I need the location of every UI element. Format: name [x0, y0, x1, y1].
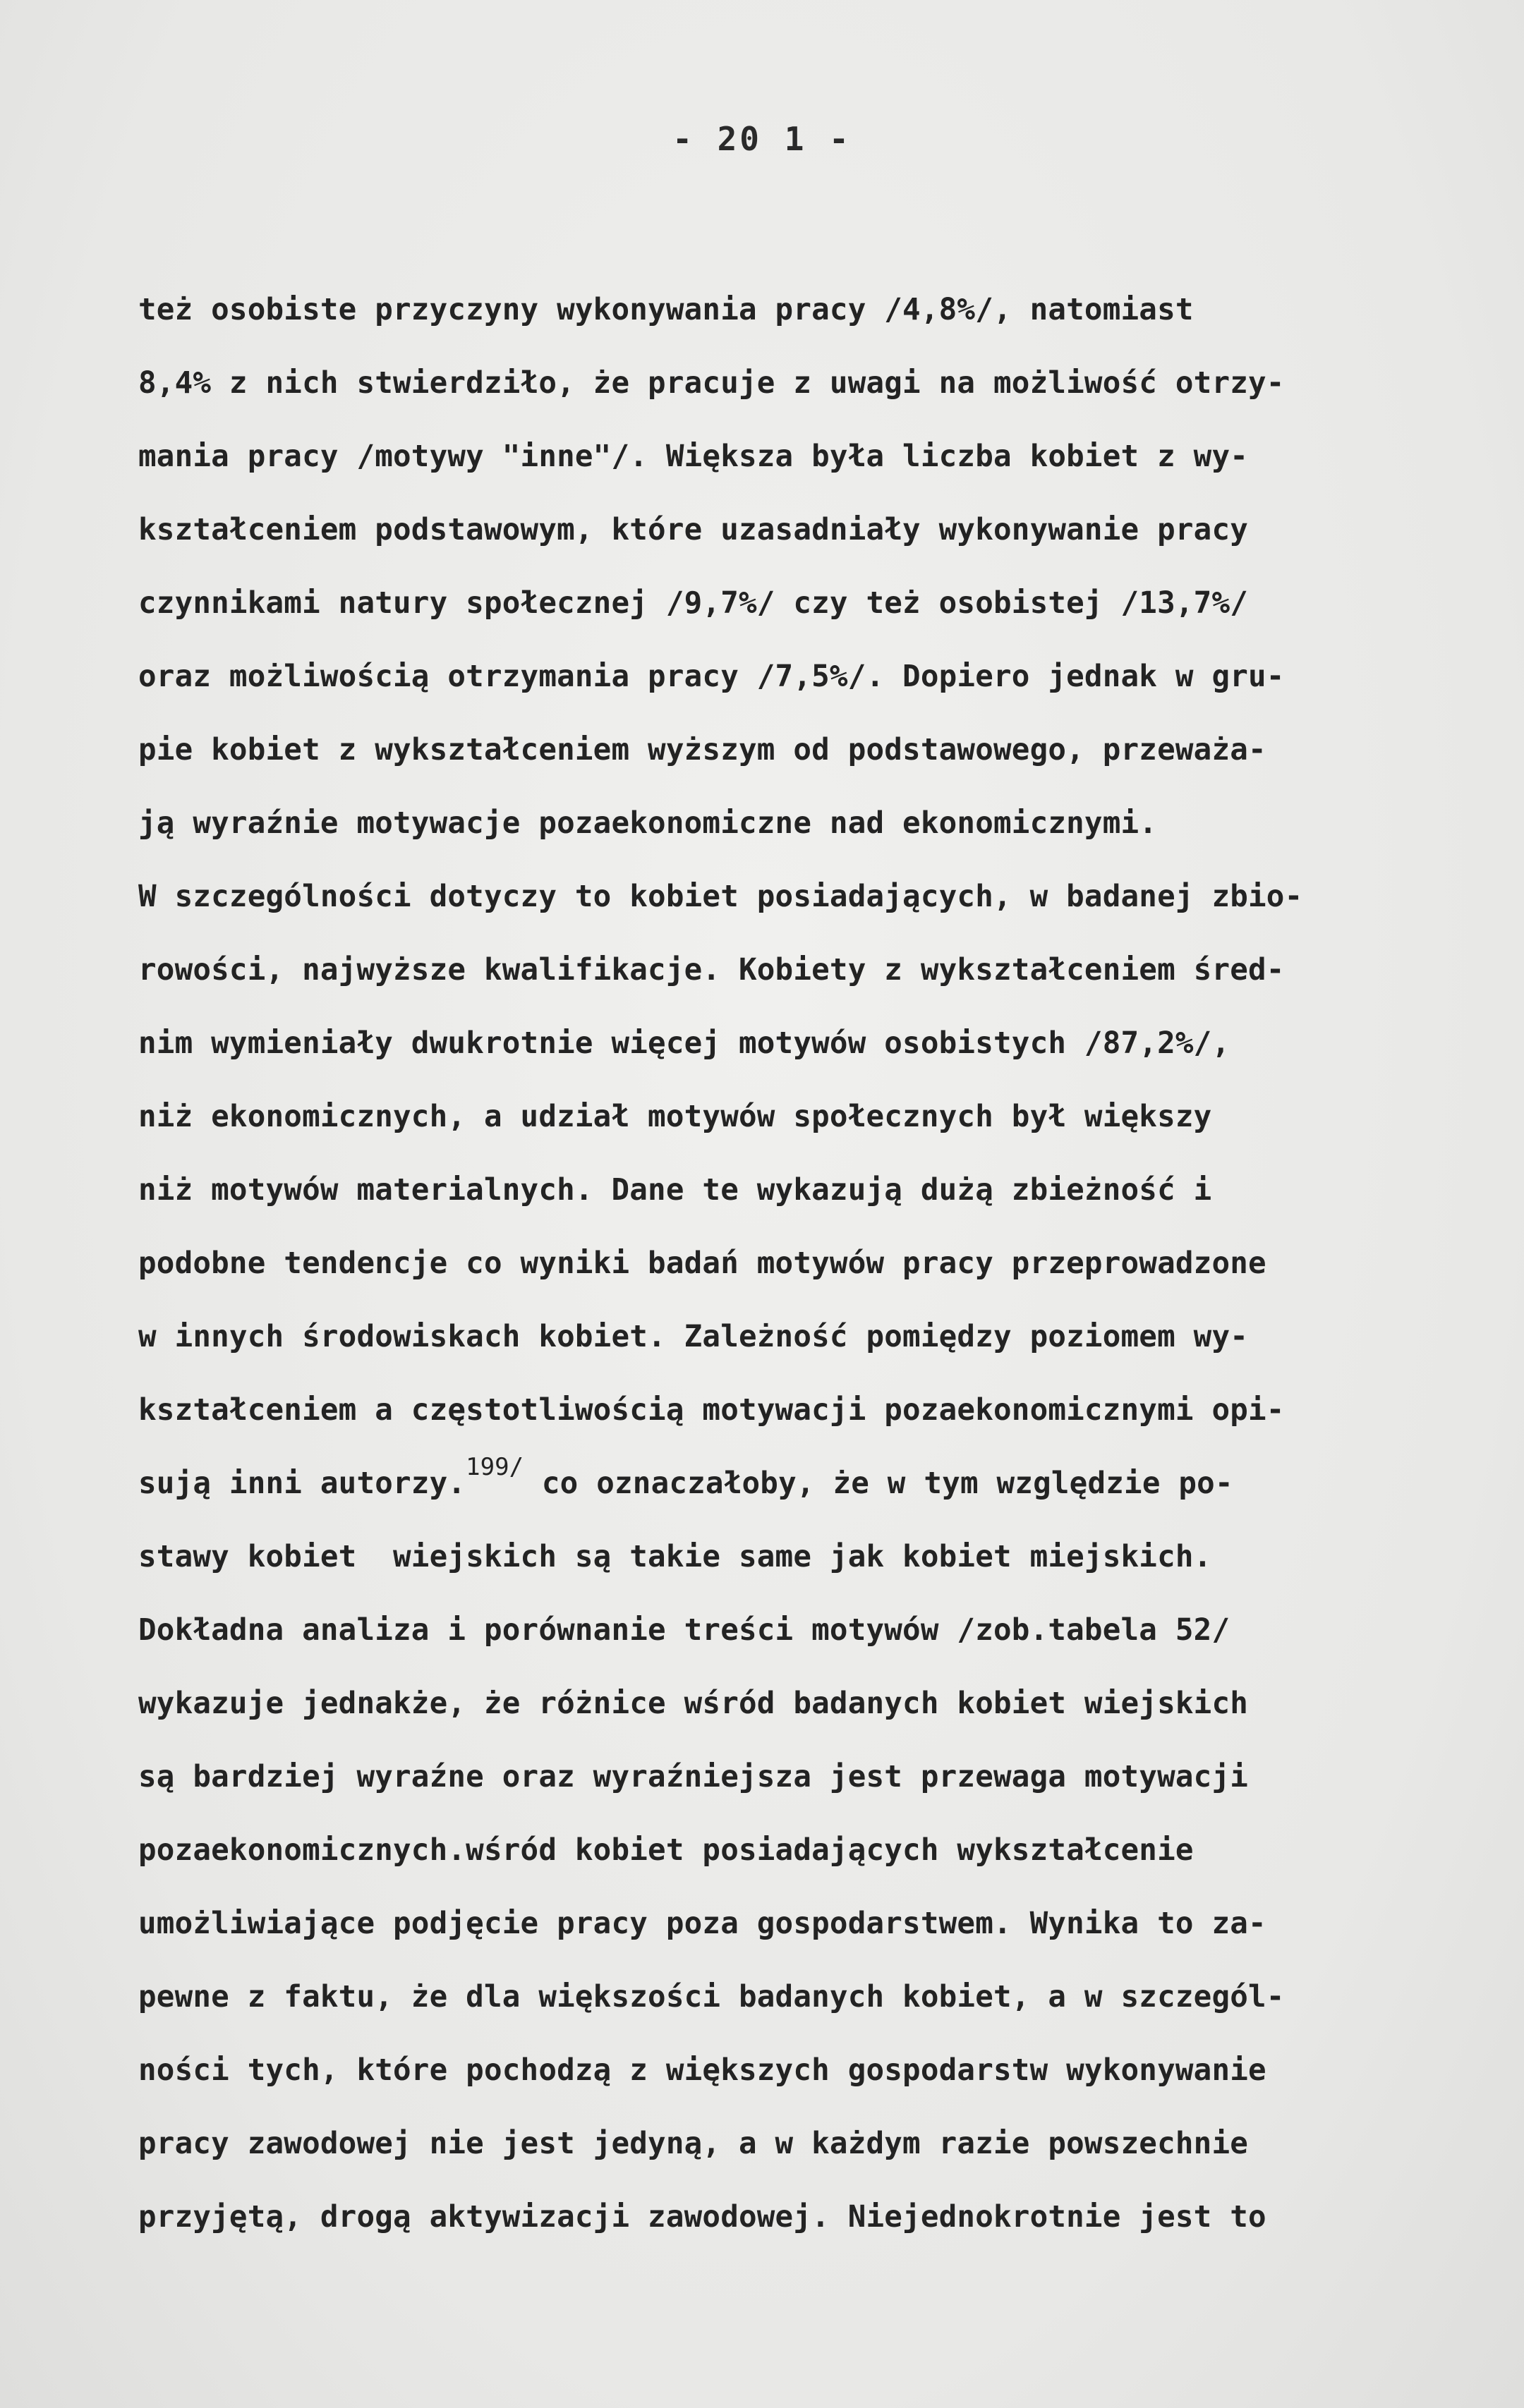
text-line: kształceniem a częstotliwością motywacji pozaekonomicznymi opi- [138, 1393, 1285, 1428]
text-line: pie kobiet z wykształceniem wyższym od podstawowego, przeważa- [138, 733, 1266, 767]
text-line: podobne tendencje co wyniki badań motywów pracy przeprowadzone [138, 1246, 1266, 1281]
page-number: - 20 1 - [672, 120, 852, 158]
text-line: rowości, najwyższe kwalifikacje. Kobiety z wykształceniem śred- [138, 953, 1285, 987]
text-line: pozaekonomicznych.wśród kobiet posiadających wykształcenie [138, 1833, 1194, 1868]
text-line: niż motywów materialnych. Dane te wykazują dużą zbieżność i [138, 1173, 1212, 1208]
text-line: ności tych, które pochodzą z większych gospodarstw wykonywanie [138, 2053, 1266, 2088]
text-line: niż ekonomicznych, a udział motywów społecznych był większy [138, 1100, 1212, 1134]
text-segment: sują inni autorzy. [138, 1466, 466, 1501]
text-line: stawy kobiet wiejskich są takie same jak kobiet miejskich. [138, 1540, 1212, 1574]
text-line: są bardziej wyraźne oraz wyraźniejsza jest przewaga motywacji [138, 1760, 1249, 1794]
text-line: w innych środowiskach kobiet. Zależność pomiędzy poziomem wy- [138, 1320, 1249, 1354]
text-line: wykazuje jednakże, że różnice wśród badanych kobiet wiejskich [138, 1686, 1249, 1721]
text-line: kształceniem podstawowym, które uzasadniały wykonywanie pracy [138, 513, 1249, 547]
text-line: 8,4% z nich stwierdziło, że pracuje z uwagi na możliwość otrzy- [138, 366, 1285, 401]
body-text [138, 274, 1479, 2254]
text-line: Dokładna analiza i porównanie treści motywów /zob.tabela 52/ [138, 1613, 1230, 1648]
text-line: też osobiste przyczyny wykonywania pracy /4,8%/, natomiast [138, 293, 1194, 327]
text-line-with-footnote [138, 1447, 1479, 1521]
text-line: przyjętą, drogą aktywizacji zawodowej. Niejednokrotnie jest to [138, 2200, 1266, 2234]
text-line: czynnikami natury społecznej /9,7%/ czy też osobistej /13,7%/ [138, 586, 1249, 621]
text-line: mania pracy /motywy "inne"/. Większa była liczba kobiet z wy- [138, 439, 1249, 474]
text-line: ją wyraźnie motywacje pozaekonomiczne nad ekonomicznymi. [138, 806, 1158, 841]
text-line: oraz możliwością otrzymania pracy /7,5%/. Dopiero jednak w gru- [138, 659, 1285, 694]
text-line: W szczególności dotyczy to kobiet posiadających, w badanej zbio- [138, 880, 1303, 914]
footnote-reference: 199/ [466, 1453, 524, 1481]
text-segment: co oznaczałoby, że w tym względzie po- [524, 1466, 1233, 1501]
text-line: umożliwiające podjęcie pracy poza gospodarstwem. Wynika to za- [138, 1907, 1266, 1941]
text-line: pewne z faktu, że dla większości badanych kobiet, a w szczegól- [138, 1980, 1285, 2014]
text-line: nim wymieniały dwukrotnie więcej motywów osobistych /87,2%/, [138, 1026, 1230, 1061]
text-line: pracy zawodowej nie jest jedyną, a w każdym razie powszechnie [138, 2127, 1249, 2161]
